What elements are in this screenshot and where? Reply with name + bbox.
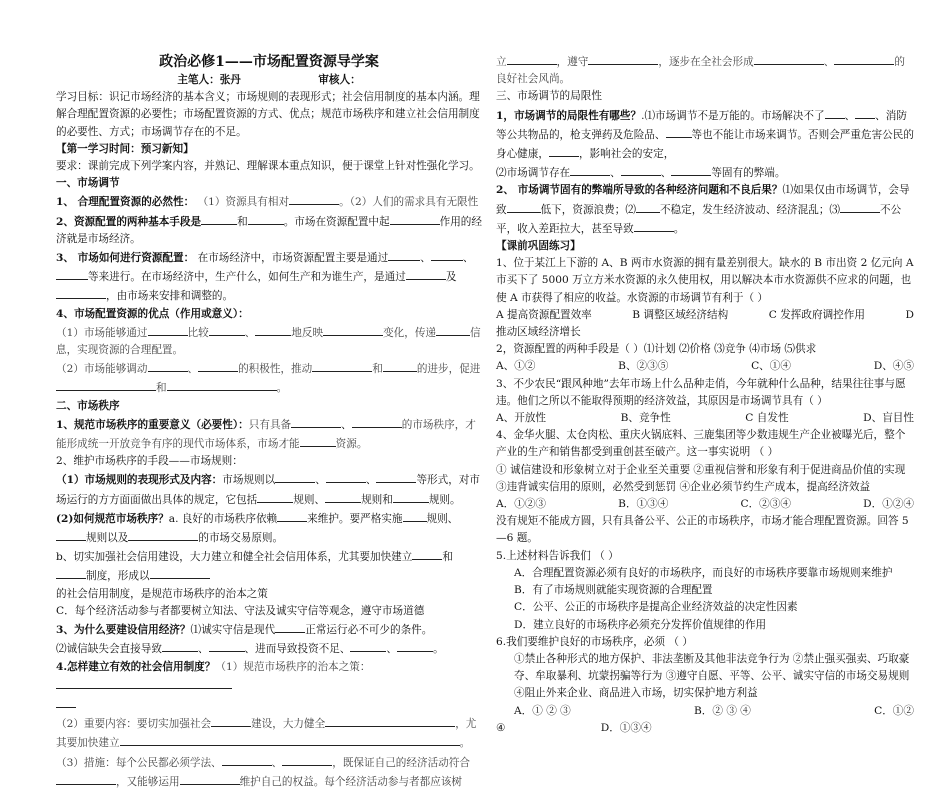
option-a[interactable]: A、开放性 xyxy=(496,412,547,425)
market-2: 2、维护市场秩序的手段——市场规则： xyxy=(56,455,243,468)
section-title: 三、市场调节的局限性 xyxy=(496,90,602,103)
practice-q6-options-2 xyxy=(496,720,914,737)
blank[interactable] xyxy=(388,248,420,261)
blank[interactable] xyxy=(634,219,674,232)
option-c[interactable]: C 发挥政府调控作用 xyxy=(768,308,865,321)
option-b[interactable]: B．② ③ ④ xyxy=(693,704,751,717)
q-text: 信息，实现资源的合理配置。 xyxy=(56,326,481,357)
q-lead: 4.怎样建立有效的社会信用制度？ xyxy=(56,660,216,673)
section-title: 二、市场秩序 xyxy=(56,399,120,412)
blank[interactable] xyxy=(412,547,442,560)
option-a[interactable]: A．① ② ③ xyxy=(514,704,571,717)
q-text: 规则、 xyxy=(426,512,459,525)
blank[interactable] xyxy=(198,359,238,372)
blank[interactable] xyxy=(403,509,427,522)
q-text: （2）市场能够调动 xyxy=(56,363,148,376)
practice-q3-options xyxy=(496,410,914,427)
q-lead: 1，市场调节的局限性有哪些？ xyxy=(496,109,642,122)
q-text: 消防等公共物品的，枪支弹药及危险品、 xyxy=(496,109,907,141)
option-c[interactable]: C．公平、公正的市场秩序是提高企业经济效益的决定性因素 xyxy=(514,601,798,614)
option-d[interactable]: D、盲目性 xyxy=(863,412,914,425)
left-column xyxy=(56,52,482,791)
q-text: ⑴诚实守信是现代 xyxy=(190,624,276,637)
blank[interactable] xyxy=(167,378,277,391)
market-4-cont xyxy=(56,695,482,714)
page-title: 政治必修1——市场配置资源导学案 xyxy=(159,54,379,70)
blank[interactable] xyxy=(570,163,610,176)
practice-q4-statements: ① 诚信建设和形象树立对于企业至关重要 ②重视信誉和形象有利于促进商品价值的实现 ③违背诚实信用的原则，必然受到惩罚 ④企业必须节约生产成本，提高经济效益 xyxy=(496,463,906,493)
market-2-2 xyxy=(56,509,482,547)
blank[interactable] xyxy=(257,490,293,503)
option-a[interactable]: A．合理配置资源必须有良好的市场秩序，而良好的市场秩序要靠市场规则来维护 xyxy=(514,566,893,579)
q-text: 地反映 xyxy=(291,326,324,339)
q-text: 等固有的弊端。 xyxy=(711,167,786,180)
market-2-b2: 的社会信用制度，是规范市场秩序的治本之策 xyxy=(56,587,268,600)
q-text: 来维护。要严格实施 xyxy=(307,512,403,525)
blank[interactable] xyxy=(56,772,116,785)
blank[interactable] xyxy=(507,52,557,65)
blank[interactable] xyxy=(148,323,188,336)
practice-q4-options xyxy=(496,496,914,513)
q-text: 维护自己的权益。每个经济活动参与者都应该树 xyxy=(239,775,463,788)
option-a[interactable]: A 提高资源配置效率 xyxy=(496,308,592,321)
q-text: 比较 xyxy=(187,326,209,339)
q-text: 等也不能让市场来调节。否则会严重危害公民的身心健康， xyxy=(496,128,914,161)
requirement: 要求：课前完成下列学案内容，并熟记、理解课本重点知识，便于课堂上针对性强化学习。 xyxy=(56,160,480,173)
author-line xyxy=(56,72,482,89)
blank[interactable] xyxy=(834,52,894,65)
limit-2 xyxy=(496,182,914,238)
practice-q2-options xyxy=(496,358,914,375)
practice-q5: 5.上述材料告诉我们 （ ） xyxy=(496,549,619,562)
question-4-1 xyxy=(56,323,482,359)
q-text: 和 xyxy=(156,382,167,395)
option-d[interactable]: D．①②④ xyxy=(863,498,914,511)
blank[interactable] xyxy=(150,566,210,579)
q-text: （1）资源具有相对 xyxy=(197,196,290,209)
author: 主笔人：张丹 xyxy=(177,74,241,86)
q-text: 、进而导致投资不足、 xyxy=(244,643,351,656)
q-text: 市场规则以 xyxy=(222,474,276,487)
q-text: ，逐步在全社会形成 xyxy=(658,56,754,68)
q-text: 、 xyxy=(610,167,621,180)
blank[interactable] xyxy=(621,163,661,176)
option-c[interactable]: C．①② xyxy=(874,704,914,717)
blank[interactable] xyxy=(180,772,240,785)
blank[interactable] xyxy=(56,676,232,689)
q-text: 作用的经济就是市场经济。 xyxy=(56,215,482,245)
blank[interactable] xyxy=(128,528,198,541)
blank[interactable] xyxy=(56,378,156,391)
q-lead: 1、规范市场秩序的重要意义（必要性）： xyxy=(56,418,249,431)
section-title: 一、市场调节 xyxy=(56,177,120,190)
q-text: 。 xyxy=(673,222,685,235)
blank[interactable] xyxy=(376,470,416,483)
option-b[interactable]: B、竞争性 xyxy=(620,412,671,425)
blank[interactable] xyxy=(120,733,460,746)
blank[interactable] xyxy=(248,212,284,225)
section-header: 【第一学习时间：预习新知】 xyxy=(56,142,194,155)
q-text: 规则、 xyxy=(293,493,326,506)
option-c[interactable]: C．②③④ xyxy=(740,498,791,511)
option-b[interactable]: B．①③④ xyxy=(618,498,669,511)
blank[interactable] xyxy=(289,192,339,205)
q-text: （3）措施：每个公民都必须学法、 xyxy=(56,756,222,769)
option-a[interactable]: A．①②③ xyxy=(496,498,547,511)
blank[interactable] xyxy=(162,639,198,652)
option-d[interactable]: D．①③④ xyxy=(600,721,652,734)
practice-q1-option-d-text: 推动区域经济增长 xyxy=(496,326,581,339)
blank[interactable] xyxy=(855,106,875,119)
blank[interactable] xyxy=(277,509,307,522)
q-text: ，由市场来安排和调整的。 xyxy=(106,290,234,303)
limit-1: 1，市场调节的局限性有哪些？.⑴市场调节不是万能的。市场解决不了 、 、消防等公共物品的，枪支弹药及危险品、 等也不能让市场来调节。否则会严重危害公民的身心健康， ，影响社会的安定， xyxy=(496,106,914,164)
section-header: 【课前巩固练习】 xyxy=(496,240,581,253)
q-text: 和 xyxy=(442,551,453,564)
option-c[interactable]: C 自发性 xyxy=(745,412,789,425)
q-text: 、 xyxy=(244,326,256,339)
blank[interactable] xyxy=(840,200,880,213)
option-d[interactable]: D．建立良好的市场秩序必须充分发挥价值规律的作用 xyxy=(514,618,767,631)
question-3: 3、 市场如何进行资源配置： 在市场经济中，市场资源配置主要是通过 、 、等来进行。在市场经济中，生产什么，如何生产和为谁生产，是通过 及，由市场来安排和调整的。 xyxy=(56,248,482,306)
q-text: ，遵守 xyxy=(556,56,589,68)
blank[interactable] xyxy=(326,470,366,483)
q-text: 的良好社会风尚。 xyxy=(496,56,905,86)
q-text: 规则和 xyxy=(361,493,393,506)
q-text: 、 xyxy=(271,756,283,769)
q-text: ⑴如果仅由市场调节，会导致 xyxy=(496,184,910,216)
blank[interactable] xyxy=(549,144,579,157)
right-cont xyxy=(496,52,914,88)
right-column xyxy=(496,52,914,737)
q-text: 制度，形成以 xyxy=(86,570,150,583)
question-4-2: （2）市场能够调动 、 的积极性，推动 和 的进步，促进和 。 xyxy=(56,359,482,397)
blank[interactable] xyxy=(148,359,188,372)
q-text: ⑵市场调节存在 xyxy=(496,167,571,180)
blank[interactable] xyxy=(754,52,824,65)
option-d[interactable]: D、④⑤ xyxy=(873,360,914,373)
blank[interactable] xyxy=(209,639,245,652)
blank[interactable] xyxy=(393,490,429,503)
blank[interactable] xyxy=(352,415,402,428)
market-4-2 xyxy=(56,714,482,752)
option-d[interactable]: D xyxy=(905,308,914,321)
blank[interactable] xyxy=(300,434,336,447)
q-lead: 1、 合理配置资源的必然性： xyxy=(56,196,195,209)
blank[interactable] xyxy=(201,212,237,225)
blank[interactable] xyxy=(222,753,272,766)
blank[interactable] xyxy=(282,753,332,766)
q-text: 和 xyxy=(372,363,383,376)
q-text: 立 xyxy=(496,56,507,68)
market-2-1: （1）市场规则的表现形式及内容：市场规则以 、 、 等形式，对市场运行的方方面面做出具体的规定，它包括 规则、 规则和 规则。 xyxy=(56,470,482,508)
q-lead: （1）市场规则的表现形式及内容： xyxy=(56,474,223,487)
blank[interactable] xyxy=(211,714,251,727)
q-text: 的进步，促进 xyxy=(416,363,481,376)
q-text: 正常运行必不可少的条件。 xyxy=(305,624,433,637)
market-3-2: ⑵诚信缺失会直接导致 、 、进而导致投资不足、 、 。 xyxy=(56,639,482,658)
q-text: 。 xyxy=(459,737,471,750)
practice-q1: 1、位于某江上下游的 A、B 两市水资源的拥有量差别很大。缺水的 B 市出资 2 亿元向 A 市买下了 5000 万立方米水资源的永久使用权，用以解决本市水资源供不应求的问题，也使 A 市获得了相应的收益。水资源的市场调节有利于（ ） xyxy=(496,257,914,304)
option-b[interactable]: B、②③⑤ xyxy=(618,360,669,373)
blank[interactable] xyxy=(56,267,88,280)
q-text: （1）规范市场秩序的治本之策： xyxy=(215,660,371,673)
blank[interactable] xyxy=(291,415,341,428)
q-text: （2）重要内容：要切实加强社会 xyxy=(56,718,212,731)
blank[interactable] xyxy=(275,620,305,633)
q-text: a. 良好的市场秩序依赖 xyxy=(168,512,278,525)
blank[interactable] xyxy=(56,528,86,541)
practice-q3: 3、不少农民“跟风种地”去年市场上什么品种走俏，今年就种什么品种，结果往往事与愿违。他们之所以不能取得预期的经济效益，其原因是市场调节具有（ ） xyxy=(496,377,906,407)
blank[interactable] xyxy=(383,359,417,372)
blank[interactable] xyxy=(275,470,315,483)
practice-q6-options xyxy=(496,703,914,720)
q-text: 低下，资源浪费；⑵ xyxy=(540,203,636,216)
blank[interactable] xyxy=(56,695,76,708)
q-text: ⑵诚信缺失会直接导致 xyxy=(56,643,162,656)
q-text: 建设，大力健全 xyxy=(251,718,326,731)
blank[interactable] xyxy=(323,323,383,336)
blank[interactable] xyxy=(325,490,361,503)
q-lead: 3、为什么要建设信用经济？ xyxy=(56,624,191,637)
blank[interactable] xyxy=(312,359,372,372)
q-text: b、切实加强社会信用建设，大力建立和健全社会信用体系，尤其要加快建立 xyxy=(56,551,413,564)
option-c[interactable]: C、①④ xyxy=(751,360,791,373)
blank[interactable] xyxy=(507,200,541,213)
q-text: 等形式，对市场运行的方方面面做出具体的规定，它包括 xyxy=(56,474,480,506)
practice-q6-statements: ①禁止各种形式的地方保护、非法垄断及其他非法竞争行为 ②禁止强买强卖、巧取豪夺、牟取暴利、坑蒙拐骗等行为 ③遵守自愿、平等、公平、诚实守信的市场交易规则 ④阻止外来企业、商品进入市场，切实保护地方利益 xyxy=(514,652,910,700)
q-text: 及 xyxy=(445,271,457,284)
option-c-cont: ④ xyxy=(496,721,506,734)
blank[interactable] xyxy=(431,248,463,261)
reviewer: 审核人： xyxy=(318,74,361,86)
question-1 xyxy=(56,192,482,211)
q-text: 不公平，收入差距拉大，甚至导致 xyxy=(496,203,902,235)
practice-q4: 4、金华火腿、太仓肉松、重庆火锅底料、三鹿集团等少数违规生产企业被曝光后，整个产业的生产和销售都受到重创甚至破产。这一事实说明 （ ） xyxy=(496,429,906,459)
blank[interactable] xyxy=(255,323,291,336)
q-text: 的市场交易原则。 xyxy=(198,532,284,545)
q-text: 和 xyxy=(237,215,248,228)
practice-q1-options xyxy=(496,307,914,324)
blank[interactable] xyxy=(209,323,245,336)
blank[interactable] xyxy=(397,639,433,652)
market-4-3 xyxy=(56,753,482,791)
q-lead: 3、 市场如何进行资源配置： xyxy=(56,252,195,265)
q-text: 不稳定，发生经济波动、经济混乱；⑶ xyxy=(659,203,841,216)
blank[interactable] xyxy=(588,52,658,65)
q-text: 。市场在资源配置中起 xyxy=(283,215,390,228)
question-2 xyxy=(56,212,482,248)
q-text: ，又能够运用 xyxy=(116,775,180,788)
q-text: .⑴市场调节不是万能的。市场解决不了 xyxy=(641,109,825,122)
practice-q2: 2，资源配置的两种手段是（ ）⑴计划 ⑵价格 ⑶竞争 ⑷市场 ⑸供求 xyxy=(496,343,817,356)
q-text: 的市场秩序，才能形成统一开放竞争有序的现代市场体系，市场才能 xyxy=(56,418,476,451)
q-text: 的积极性，推动 xyxy=(238,363,313,376)
blank[interactable] xyxy=(436,323,470,336)
blank[interactable] xyxy=(406,267,446,280)
practice-intro: 没有规矩不能成方圆，只有具备公平、公正的市场秩序，市场才能合理配置资源。回答 5—6 题。 xyxy=(496,515,909,545)
q-text: 、 xyxy=(660,167,672,180)
option-b[interactable]: B．有了市场规则就能实现资源的合理配置 xyxy=(514,584,713,597)
practice-q6: 6.我们要维护良好的市场秩序，必须 （ ） xyxy=(496,635,693,648)
blank[interactable] xyxy=(666,125,692,138)
q-text: （1）市场能够通过 xyxy=(56,326,148,339)
blank[interactable] xyxy=(390,212,440,225)
market-2-c: C．每个经济活动参与者都要树立知法、守法及诚实守信等观念，遵守市场道德 xyxy=(56,604,425,617)
market-2-b xyxy=(56,547,482,585)
blank[interactable] xyxy=(56,566,86,579)
blank[interactable] xyxy=(56,286,106,299)
q-text: 规则。 xyxy=(428,493,461,506)
q-text: 。（2）人们的需求具有无限性 xyxy=(339,196,479,209)
question-4: 4、市场配置资源的优点（作用或意义）： xyxy=(56,307,249,320)
blank[interactable] xyxy=(350,639,386,652)
q-lead: 2、 市场调节固有的弊端所导致的各种经济问题和不良后果？ xyxy=(496,184,783,197)
market-4 xyxy=(56,659,482,695)
q-text: 在市场经济中，市场资源配置主要是通过 xyxy=(197,252,389,265)
option-a[interactable]: A、①② xyxy=(496,360,536,373)
q-text: 变化，传递 xyxy=(383,326,437,339)
q-text: ，既保证自己的经济活动符合 xyxy=(332,756,470,769)
q-text: 只有具备 xyxy=(248,418,292,431)
q-text: ，影响社会的安定， xyxy=(578,148,675,161)
q-text: 。 xyxy=(433,643,444,656)
market-1: 1、规范市场秩序的重要意义（必要性）：只有具备 、 的市场秩序，才能形成统一开放竞争有序的现代市场体系，市场才能 资源。 xyxy=(56,415,482,453)
q-text: 规则以及 xyxy=(86,532,129,545)
objectives: 学习目标：识记市场经济的基本含义；市场规则的表现形式；社会信用制度的基本内涵。理解合理配置资源的必要性；市场配置资源的方式、优点；规范市场秩序和建立社会信用制度的必要性、方式；市场调节存在的不足。 xyxy=(56,91,480,138)
blank[interactable] xyxy=(671,163,711,176)
blank[interactable] xyxy=(825,106,845,119)
q-text: 资源。 xyxy=(335,438,368,451)
market-3 xyxy=(56,620,482,639)
option-b[interactable]: B 调整区域经济结构 xyxy=(632,308,729,321)
q-lead: (2)如何规范市场秩序？ xyxy=(56,512,169,525)
q-lead: 2、资源配置的两种基本手段是 xyxy=(56,215,202,228)
limit-1-2 xyxy=(496,163,914,182)
q-text: ，尤其要加快建立 xyxy=(56,718,477,750)
q-text: 等来进行。在市场经济中，生产什么，如何生产和为谁生产，是通过 xyxy=(88,271,406,284)
blank[interactable] xyxy=(325,714,455,727)
q-text: 、 xyxy=(823,56,835,68)
blank[interactable] xyxy=(636,200,660,213)
